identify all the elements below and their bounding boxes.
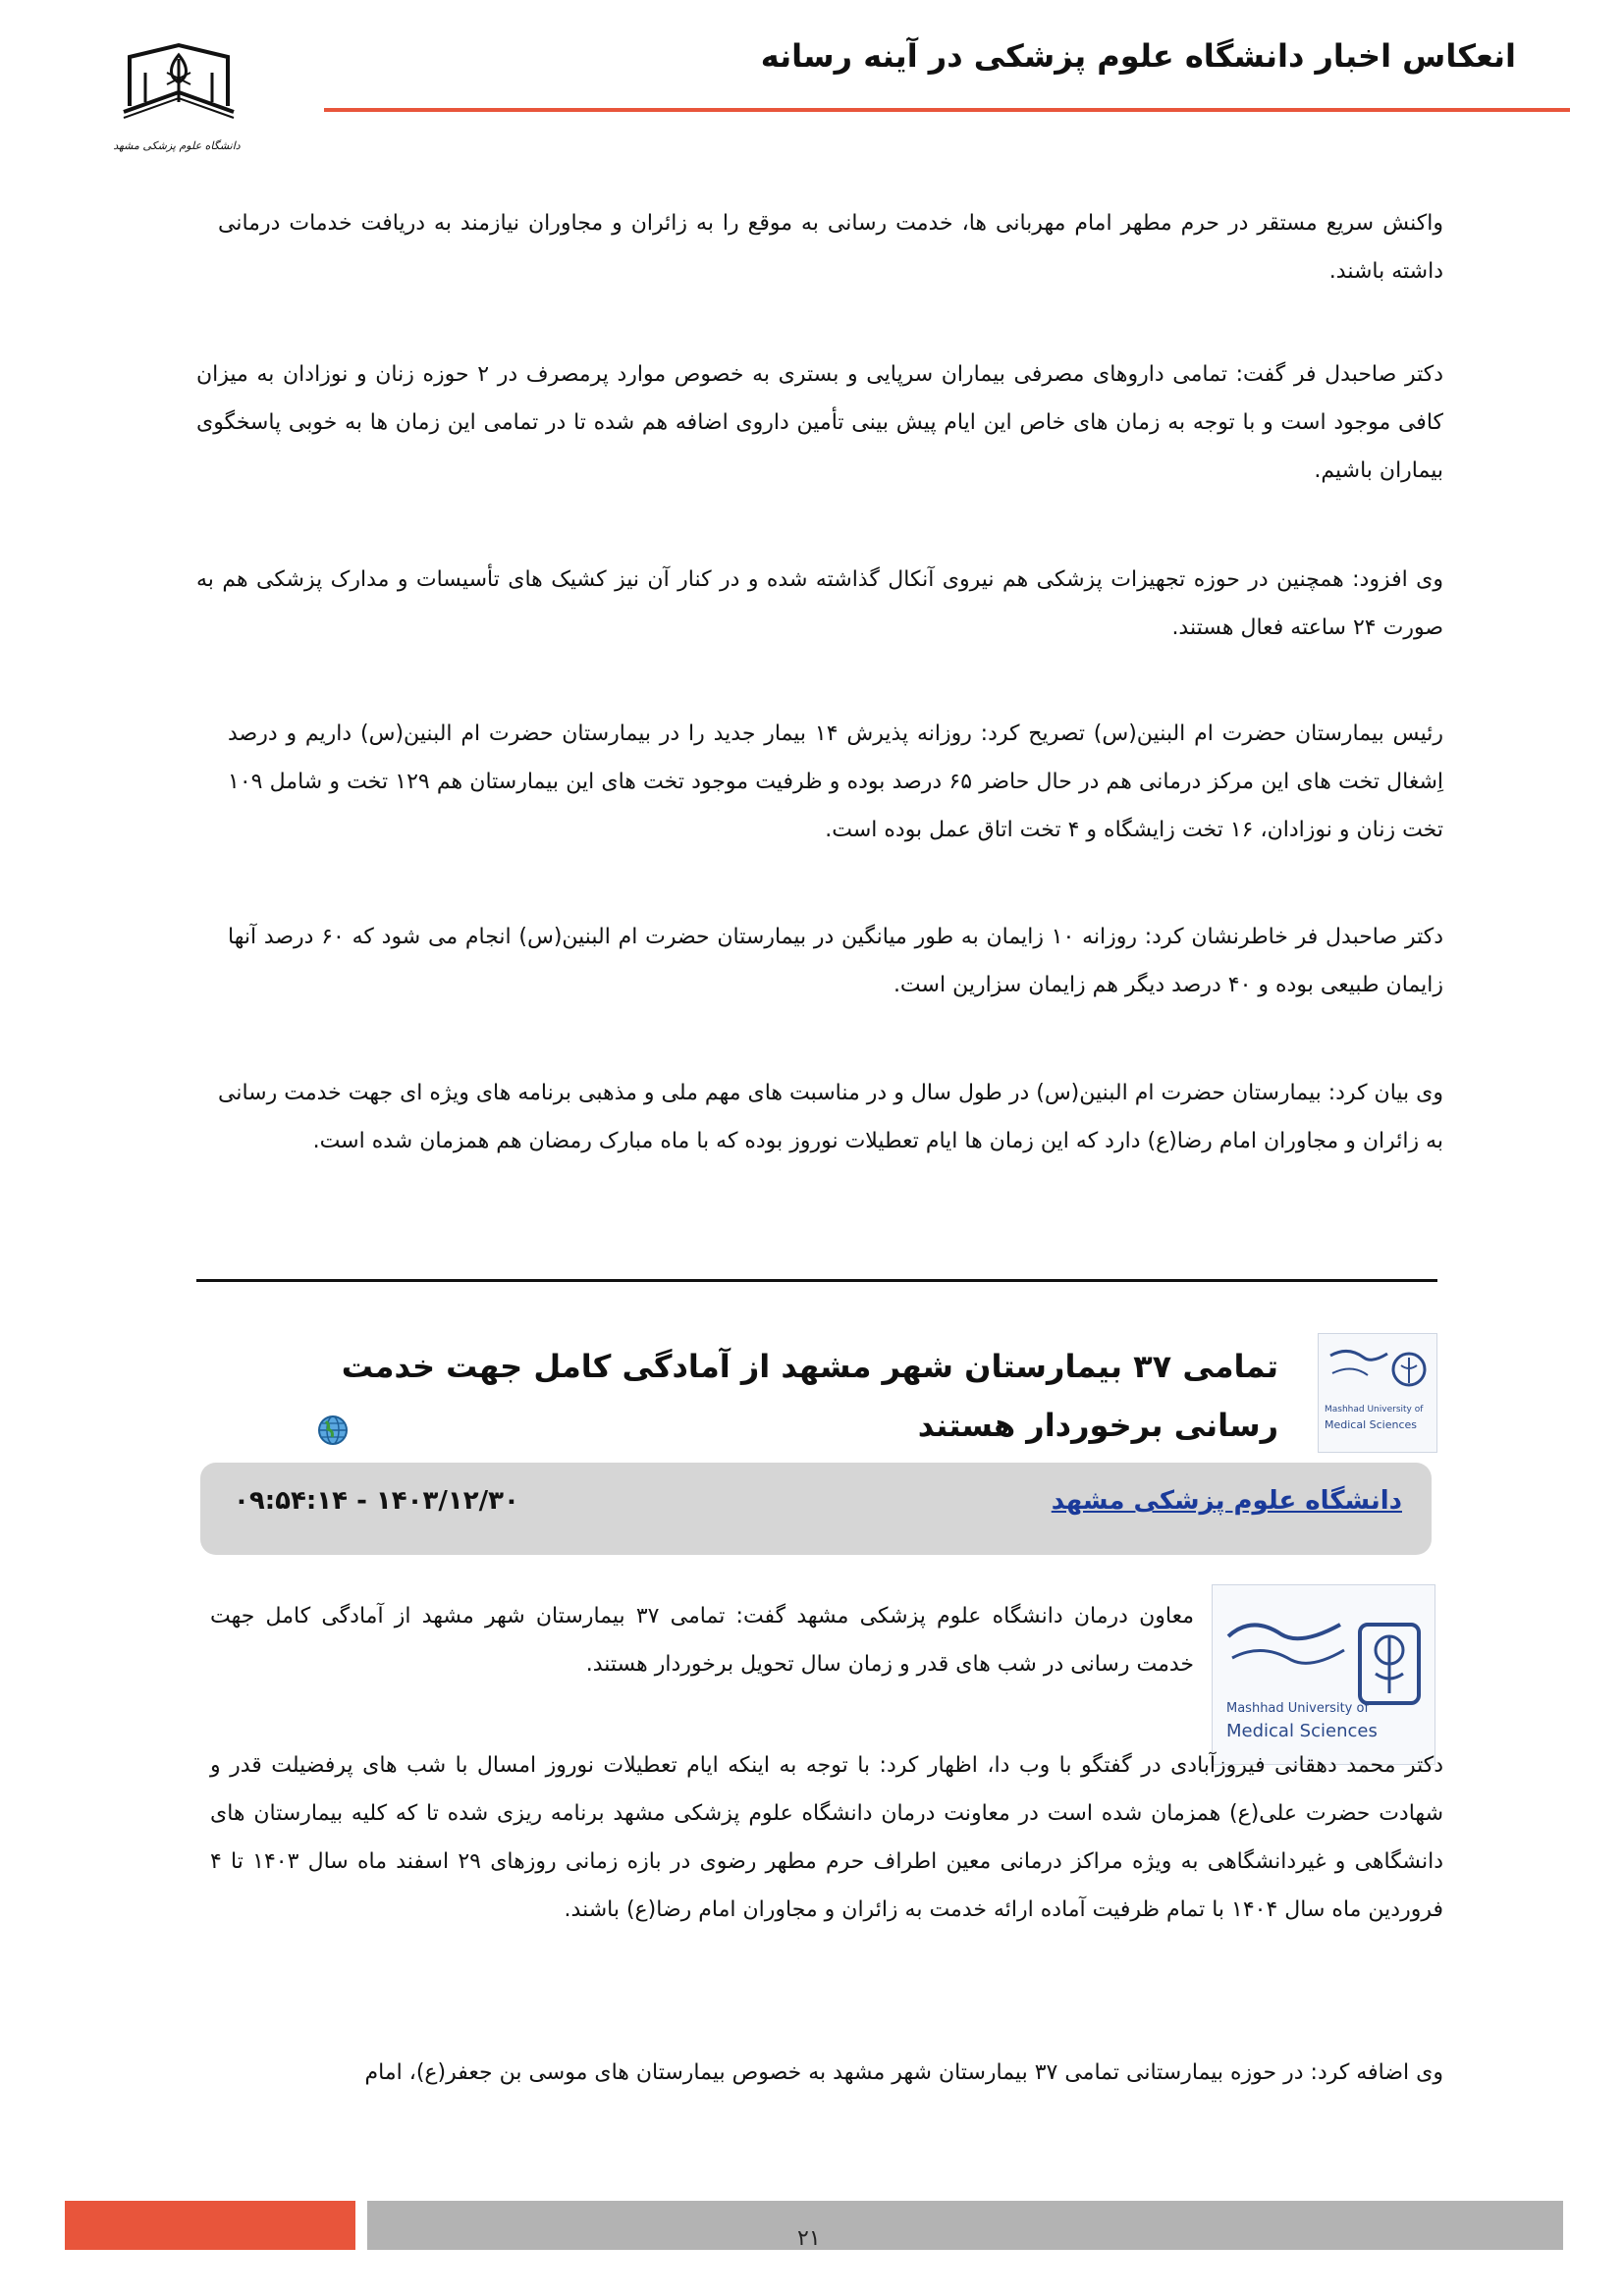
header-divider (324, 108, 1570, 112)
section-divider (196, 1279, 1437, 1282)
news-source-logo (1318, 1333, 1437, 1453)
news-image (1212, 1584, 1435, 1765)
logo-english-line: Medical Sciences (1325, 1418, 1418, 1431)
logo-english-line: Mashhad University of (1325, 1405, 1424, 1415)
article-paragraph: رئیس بیمارستان حضرت ام البنین(س) تصریح کرد: روزانه پذیرش ۱۴ بیمار جدید را در بیمارستان حضرت ام البنین(س) داریم و درصد اِشغال تخت های این مرکز درمانی هم در حال حاضر ۶۵ درصد بوده و ظرفیت موجود تخت های این بیمارستان هم ۱۲۹ تخت و شامل ۱۰۹ تخت زنان و نوزادان، ۱۶ تخت زایشگاه و ۴ تخت اتاق عمل بوده است. (228, 721, 1443, 842)
news-source-link[interactable]: دانشگاه علوم پزشکی مشهد (1051, 1486, 1402, 1516)
globe-icon[interactable] (316, 1414, 350, 1447)
article-paragraph: وی بیان کرد: بیمارستان حضرت ام البنین(س) در طول سال و در مناسبت های مهم ملی و مذهبی برنامه های ویژه ای جهت خدمت رسانی به زائران و مجاوران امام رضا(ع) دارد که این زمان ها ایام تعطیلات نوروز بوده که با ماه مبارک رمضان هم همزمان شده است. (218, 1081, 1443, 1153)
article-paragraph: وی افزود: همچنین در حوزه تجهیزات پزشکی هم نیروی آنکال گذاشته شده و در کنار آن نیز کشیک های تأسیسات و مدارک پزشکی هم به صورت ۲۴ ساعته فعال هستند. (196, 567, 1443, 640)
logo-english-line: Medical Sciences (1226, 1721, 1378, 1741)
article-paragraph: وی اضافه کرد: در حوزه بیمارستانی تمامی ۳۷ بیمارستان شهر مشهد به خصوص بیمارستان های موسی بن جعفر(ع)، امام (364, 2060, 1443, 2085)
footer-accent-bar (65, 2201, 355, 2250)
footer-bar (367, 2201, 1563, 2250)
article-paragraph: دکتر صاحبدل فر خاطرنشان کرد: روزانه ۱۰ زایمان به طور میانگین در بیمارستان حضرت ام البنین(س) انجام می شود که ۶۰ درصد آنها زایمان طبیعی بوده و ۴۰ درصد دیگر هم زایمان سزارین است. (228, 925, 1443, 997)
article-paragraph: دکتر صاحبدل فر گفت: تمامی داروهای مصرفی بیماران سرپایی و بستری به خصوص موارد پرمصرف در ۲ حوزه زنان و نوزادان به میزان کافی موجود است و با توجه به زمان های خاص این ایام پیش بینی تأمین داروی اضافه هم شده تا در تمامی این زمان ها به خوبی پاسخگوی بیماران باشیم. (196, 362, 1444, 483)
article-paragraph: واکنش سریع مستقر در حرم مطهر امام مهربانی ها، خدمت رسانی به موقع را به زائران و مجاوران نیازمند به دریافت خدمات درمانی داشته باشند. (218, 211, 1443, 284)
news-headline[interactable]: تمامی ۳۷ بیمارستان شهر مشهد از آمادگی کامل جهت خدمت رسانی برخوردار هستند (341, 1348, 1278, 1444)
logo-english-line: Mashhad University of (1226, 1701, 1370, 1716)
logo-caption: دانشگاه علوم پزشکی مشهد (113, 139, 241, 152)
page-number: ۲۱ (797, 2226, 821, 2251)
page-header-title: انعکاس اخبار دانشگاه علوم پزشکی در آینه رسانه (760, 37, 1516, 75)
article-paragraph: دکتر محمد دهقانی فیروزآبادی در گفتگو با وب دا، اظهار کرد: با توجه به اینکه ایام تعطیلات نوروز امسال با شب های پرفضیلت قدر و شهادت حضرت علی(ع) همزمان شده است در معاونت درمان دانشگاه علوم پزشکی مشهد برنامه ریزی شده تا که کلیه بیمارستان های دانشگاهی و غیردانشگاهی به ویژه مراکز درمانی معین اطراف حرم مطهر رضوی در بازه زمانی روزهای ۲۹ اسفند ماه سال ۱۴۰۳ تا ۴ فروردین ماه سال ۱۴۰۴ با تمام ظرفیت آماده ارائه خدمت به زائران و مجاوران امام رضا(ع) باشند. (210, 1753, 1444, 1922)
news-datetime: ۱۴۰۳/۱۲/۳۰ - ۰۹:۵۴:۱۴ (234, 1486, 519, 1516)
university-logo (110, 37, 247, 165)
article-paragraph: معاون درمان دانشگاه علوم پزشکی مشهد گفت: تمامی ۳۷ بیمارستان شهر مشهد از آمادگی کامل جهت خدمت رسانی در شب های قدر و زمان سال تحویل برخوردار هستند. (210, 1604, 1194, 1677)
